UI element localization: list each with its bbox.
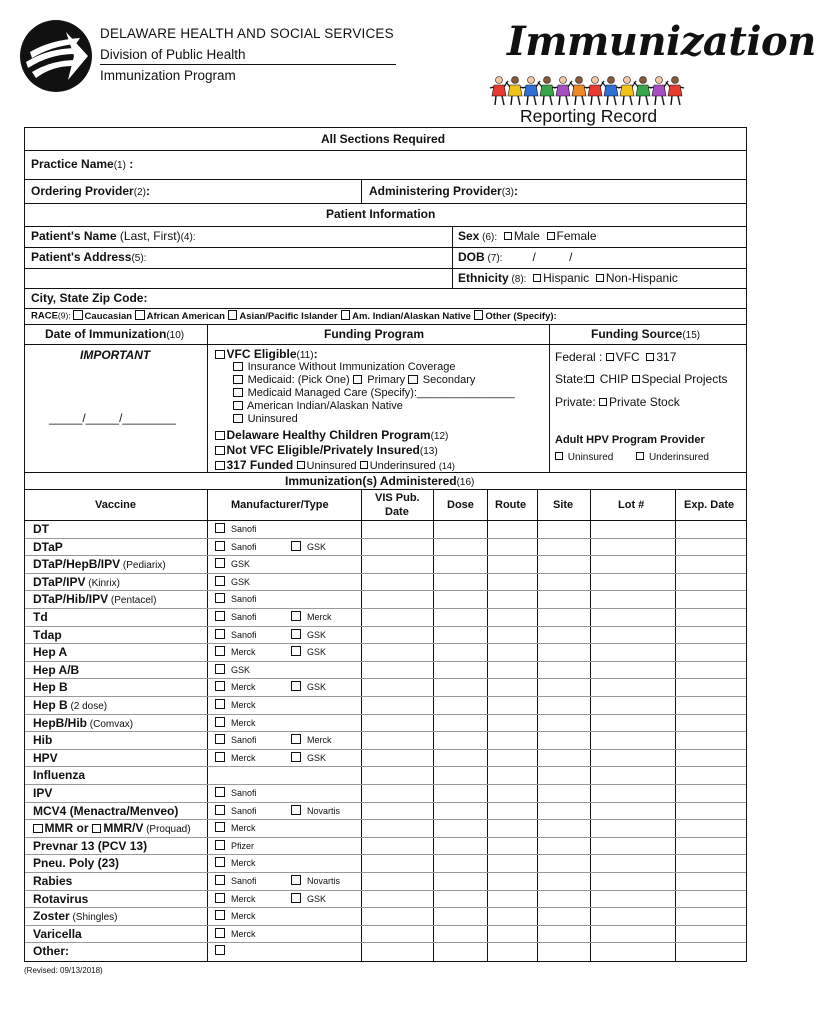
special-projects-checkbox[interactable] bbox=[632, 375, 640, 383]
manufacturer-checkbox[interactable] bbox=[291, 541, 301, 551]
manufacturer-option[interactable]: GSK bbox=[215, 558, 250, 569]
vaccine-name: MMR or MMR/V (Proquad) bbox=[33, 821, 191, 835]
non-hispanic-checkbox[interactable] bbox=[596, 274, 604, 282]
manufacturer-checkbox[interactable] bbox=[215, 928, 225, 938]
manufacturer-checkbox[interactable] bbox=[215, 523, 225, 533]
manufacturer-checkbox[interactable] bbox=[291, 611, 301, 621]
col-site: Site bbox=[553, 499, 574, 511]
immunizations-administered-heading: Immunization(s) Administered(16) bbox=[285, 474, 475, 488]
org-divider bbox=[100, 64, 396, 65]
race-checkbox[interactable] bbox=[474, 310, 484, 320]
child-figure bbox=[586, 77, 604, 106]
vaccine-name: Pneu. Poly (23) bbox=[33, 856, 120, 871]
vaccine-name: MCV4 (Menactra/Menveo) bbox=[33, 803, 179, 818]
manufacturer-checkbox[interactable] bbox=[291, 681, 301, 691]
manufacturer-checkbox[interactable] bbox=[291, 646, 301, 656]
col-vis-pub: VIS Pub. bbox=[375, 492, 420, 504]
federal-source: Federal : VFC 317 bbox=[555, 350, 677, 364]
vaccine-name: DTaP bbox=[33, 539, 63, 554]
vaccine-name: DTaP/HepB/IPV (Pediarix) bbox=[33, 557, 166, 572]
manufacturer-checkbox[interactable] bbox=[215, 857, 225, 867]
reporting-record-title: Reporting Record bbox=[520, 106, 658, 126]
vfc-insurance-option[interactable]: Insurance Without Immunization Coverage bbox=[233, 361, 455, 373]
manufacturer-checkbox[interactable] bbox=[215, 945, 225, 955]
funded-317-checkbox[interactable] bbox=[215, 461, 225, 471]
vaccine-row bbox=[25, 590, 746, 608]
vaccine-name: Other: bbox=[33, 944, 69, 959]
program-name: Immunization Program bbox=[100, 68, 236, 83]
adult-hpv-label: Adult HPV Program Provider bbox=[555, 434, 705, 446]
vaccine-row bbox=[25, 872, 746, 890]
vaccine-row bbox=[25, 819, 746, 837]
vaccine-name: Hib bbox=[33, 733, 53, 748]
manufacturer-option[interactable]: Merck bbox=[215, 681, 256, 692]
manufacturer-option[interactable]: Sanofi bbox=[215, 875, 257, 886]
vfc-eligible-checkbox[interactable] bbox=[215, 350, 225, 360]
division-name: Division of Public Health bbox=[100, 47, 246, 62]
manufacturer-option[interactable]: Sanofi bbox=[215, 734, 257, 745]
ethnicity-field: Ethnicity (8): Hispanic Non-Hispanic bbox=[458, 271, 678, 285]
vaccine-row bbox=[25, 714, 746, 732]
manufacturer-checkbox[interactable] bbox=[215, 611, 225, 621]
child-figure bbox=[634, 77, 652, 106]
dhss-logo bbox=[18, 18, 94, 94]
manufacturer-option[interactable]: GSK bbox=[291, 681, 326, 692]
all-sections-required: All Sections Required bbox=[321, 132, 446, 146]
manufacturer-option[interactable]: Merck bbox=[215, 822, 256, 833]
col-route: Route bbox=[495, 499, 527, 511]
col-lot: Lot # bbox=[618, 499, 645, 511]
vaccine-row bbox=[25, 731, 746, 749]
manufacturer-checkbox[interactable] bbox=[215, 893, 225, 903]
race-checkbox[interactable] bbox=[135, 310, 145, 320]
child-figure bbox=[538, 77, 556, 106]
vfc-checkbox[interactable] bbox=[606, 353, 614, 361]
race-option[interactable]: African American bbox=[135, 311, 225, 322]
funding-source-label: Funding Source(15) bbox=[591, 327, 701, 341]
private-stock-checkbox[interactable] bbox=[599, 398, 607, 406]
reporting-form bbox=[24, 127, 747, 962]
vaccine-name: Zoster (Shingles) bbox=[33, 909, 118, 924]
checkbox[interactable] bbox=[233, 362, 243, 372]
vaccine-row bbox=[25, 802, 746, 820]
col-vaccine: Vaccine bbox=[95, 499, 136, 511]
chip-checkbox[interactable] bbox=[586, 375, 594, 383]
sex-field: Sex (6): Male Female bbox=[458, 229, 597, 243]
manufacturer-option[interactable]: Novartis bbox=[291, 875, 340, 886]
col-vis-date: Date bbox=[385, 506, 409, 518]
vaccine-name: Hep A/B bbox=[33, 662, 80, 677]
hpv-uninsured-checkbox[interactable] bbox=[555, 452, 563, 460]
vaccine-row bbox=[25, 538, 746, 556]
vaccine-name: Hep B bbox=[33, 680, 68, 695]
manufacturer-option[interactable]: Merck bbox=[291, 734, 332, 745]
manufacturer-option[interactable]: Sanofi bbox=[215, 805, 257, 816]
child-figure bbox=[618, 77, 636, 106]
manufacturer-option[interactable]: Sanofi bbox=[215, 541, 257, 552]
manufacturer-option[interactable]: Merck bbox=[215, 752, 256, 763]
manufacturer-checkbox[interactable] bbox=[291, 734, 301, 744]
child-figure bbox=[570, 77, 588, 106]
manufacturer-checkbox[interactable] bbox=[215, 752, 225, 762]
vaccine-name: Rotavirus bbox=[33, 891, 89, 906]
manufacturer-option[interactable]: Pfizer bbox=[215, 840, 254, 851]
adult-hpv-options: Uninsured Underinsured bbox=[555, 452, 709, 463]
manufacturer-option[interactable]: Sanofi bbox=[215, 611, 257, 622]
patient-address-label: Patient's Address(5): bbox=[31, 250, 147, 264]
manufacturer-option[interactable] bbox=[215, 945, 231, 956]
manufacturer-checkbox[interactable] bbox=[215, 541, 225, 551]
mmrv-checkbox[interactable] bbox=[92, 824, 102, 834]
manufacturer-checkbox[interactable] bbox=[215, 840, 225, 850]
vaccine-row bbox=[25, 749, 746, 767]
vaccine-name: IPV bbox=[33, 786, 53, 800]
vaccine-name: Td bbox=[33, 610, 48, 624]
female-option[interactable]: Female bbox=[547, 229, 597, 243]
manufacturer-checkbox[interactable] bbox=[215, 875, 225, 885]
manufacturer-checkbox[interactable] bbox=[291, 752, 301, 762]
non-hispanic-option[interactable]: Non-Hispanic bbox=[596, 271, 678, 285]
hispanic-option[interactable]: Hispanic bbox=[533, 271, 589, 285]
vaccine-row bbox=[25, 678, 746, 696]
underinsured-checkbox[interactable] bbox=[360, 461, 368, 469]
vfc-uninsured-option[interactable]: Uninsured bbox=[233, 413, 298, 425]
dob-field: DOB (7): / / bbox=[458, 250, 573, 264]
vaccine-row bbox=[25, 555, 746, 573]
manufacturer-checkbox[interactable] bbox=[215, 734, 225, 744]
vaccine-row bbox=[25, 520, 746, 538]
manufacturer-option[interactable]: Merck bbox=[215, 893, 256, 904]
manufacturer-checkbox[interactable] bbox=[291, 629, 301, 639]
vfc-eligible-option[interactable]: VFC Eligible(11): bbox=[215, 347, 318, 361]
vaccine-row bbox=[25, 573, 746, 591]
col-dose: Dose bbox=[447, 499, 474, 511]
mmr-checkbox[interactable] bbox=[33, 824, 43, 834]
child-figure bbox=[522, 77, 540, 106]
race-option[interactable]: Caucasian bbox=[73, 311, 132, 322]
date-of-immunization-input[interactable]: _____/_____/________ bbox=[49, 411, 176, 425]
primary-checkbox[interactable] bbox=[353, 375, 363, 385]
checkbox[interactable] bbox=[233, 414, 243, 424]
manufacturer-checkbox[interactable] bbox=[215, 646, 225, 656]
manufacturer-checkbox[interactable] bbox=[215, 593, 225, 603]
uninsured-checkbox[interactable] bbox=[297, 461, 305, 469]
manufacturer-checkbox[interactable] bbox=[215, 717, 225, 727]
dhcp-checkbox[interactable] bbox=[215, 431, 225, 441]
manufacturer-checkbox[interactable] bbox=[215, 822, 225, 832]
manufacturer-option[interactable]: GSK bbox=[291, 752, 326, 763]
race-option[interactable]: Asian/Pacific Islander bbox=[228, 311, 338, 322]
manufacturer-option[interactable]: Merck bbox=[215, 857, 256, 868]
vaccine-row bbox=[25, 837, 746, 855]
dhcp-option[interactable]: Delaware Healthy Children Program(12) bbox=[215, 428, 448, 442]
state-source: State: CHIP Special Projects bbox=[555, 372, 728, 386]
ordering-provider-label: Ordering Provider(2): bbox=[31, 184, 150, 198]
vaccine-name: Tdap bbox=[33, 627, 62, 642]
administering-provider-label: Administering Provider(3): bbox=[369, 184, 518, 198]
not-vfc-checkbox[interactable] bbox=[215, 446, 225, 456]
vaccine-row bbox=[25, 643, 746, 661]
vaccine-name: Hep A bbox=[33, 645, 68, 660]
manufacturer-option[interactable]: Sanofi bbox=[215, 523, 257, 534]
vaccine-row bbox=[25, 907, 746, 925]
vaccine-row bbox=[25, 784, 746, 802]
vaccine-row bbox=[25, 626, 746, 644]
vaccine-name: Prevnar 13 (PCV 13) bbox=[33, 838, 148, 853]
vfc-american-indian-option[interactable]: American Indian/Alaskan Native bbox=[233, 400, 403, 412]
org-name: DELAWARE HEALTH AND SOCIAL SERVICES bbox=[100, 26, 394, 41]
vaccine-name: DTaP/Hib/IPV (Pentacel) bbox=[33, 592, 157, 607]
private-source: Private: Private Stock bbox=[555, 395, 680, 409]
vfc-medicaid-option[interactable]: Medicaid: (Pick One) Primary Secondary bbox=[233, 374, 475, 386]
date-of-immunization-label: Date of Immunization(10) bbox=[45, 327, 185, 341]
manufacturer-option[interactable]: GSK bbox=[291, 646, 326, 657]
manufacturer-option[interactable]: GSK bbox=[291, 629, 326, 640]
vaccine-row bbox=[25, 661, 746, 679]
funding-program-label: Funding Program bbox=[324, 327, 424, 341]
race-checkbox[interactable] bbox=[228, 310, 238, 320]
male-checkbox[interactable] bbox=[504, 232, 512, 240]
important-label: IMPORTANT bbox=[80, 348, 151, 362]
vaccine-name: DTaP/IPV (Kinrix) bbox=[33, 574, 120, 589]
vaccine-name: DT bbox=[33, 522, 49, 536]
child-figure bbox=[650, 77, 668, 106]
child-figure bbox=[554, 77, 572, 106]
vaccine-name: Influenza bbox=[33, 768, 86, 783]
manufacturer-option[interactable]: Merck bbox=[215, 699, 256, 710]
manufacturer-checkbox[interactable] bbox=[215, 787, 225, 797]
race-checkbox[interactable] bbox=[341, 310, 351, 320]
checkbox[interactable] bbox=[233, 375, 243, 385]
manufacturer-option[interactable]: GSK bbox=[291, 893, 326, 904]
317-checkbox[interactable] bbox=[646, 353, 654, 361]
vaccine-name: HPV bbox=[33, 750, 58, 765]
manufacturer-checkbox[interactable] bbox=[215, 558, 225, 568]
manufacturer-checkbox[interactable] bbox=[215, 910, 225, 920]
vaccine-name: Rabies bbox=[33, 874, 73, 888]
hpv-underinsured-checkbox[interactable] bbox=[636, 452, 644, 460]
manufacturer-option[interactable]: Merck bbox=[215, 928, 256, 939]
manufacturer-option[interactable]: GSK bbox=[215, 576, 250, 587]
child-figure bbox=[666, 77, 684, 106]
manufacturer-checkbox[interactable] bbox=[215, 681, 225, 691]
child-figure bbox=[602, 77, 620, 106]
manufacturer-checkbox[interactable] bbox=[215, 699, 225, 709]
race-field: RACE(9): Caucasian African American Asian/Pacific Islander Am. Indian/Alaskan Native Other (Specify): bbox=[31, 310, 557, 322]
manufacturer-option[interactable]: Sanofi bbox=[215, 593, 257, 604]
female-checkbox[interactable] bbox=[547, 232, 555, 240]
immunization-script-title: Immunization bbox=[507, 18, 816, 65]
manufacturer-checkbox[interactable] bbox=[291, 805, 301, 815]
vaccine-name: Hep B (2 dose) bbox=[33, 698, 108, 712]
hispanic-checkbox[interactable] bbox=[533, 274, 541, 282]
manufacturer-option[interactable]: Merck bbox=[215, 717, 256, 728]
manufacturer-option[interactable]: Merck bbox=[215, 646, 256, 657]
male-option[interactable]: Male bbox=[504, 229, 540, 243]
manufacturer-option[interactable]: GSK bbox=[291, 541, 326, 552]
manufacturer-checkbox[interactable] bbox=[215, 629, 225, 639]
manufacturer-option[interactable]: Merck bbox=[291, 611, 332, 622]
child-figure bbox=[490, 77, 508, 106]
race-option[interactable]: Other (Specify): bbox=[474, 311, 557, 322]
race-option[interactable]: Am. Indian/Alaskan Native bbox=[341, 311, 471, 322]
manufacturer-option[interactable]: GSK bbox=[215, 664, 250, 675]
checkbox[interactable] bbox=[233, 401, 243, 411]
vaccine-row bbox=[25, 696, 746, 714]
vaccine-row bbox=[25, 608, 746, 626]
revised-date: (Revised: 09/13/2018) bbox=[24, 966, 103, 975]
city-state-zip-label: City, State Zip Code: bbox=[31, 291, 148, 305]
vaccine-row bbox=[25, 925, 746, 943]
child-figure bbox=[506, 77, 524, 106]
vaccine-name: Varicella bbox=[33, 926, 82, 941]
manufacturer-checkbox[interactable] bbox=[291, 893, 301, 903]
manufacturer-checkbox[interactable] bbox=[215, 664, 225, 674]
manufacturer-option[interactable]: Merck bbox=[215, 910, 256, 921]
manufacturer-checkbox[interactable] bbox=[291, 875, 301, 885]
patient-information-heading: Patient Information bbox=[326, 207, 436, 221]
vaccine-row bbox=[25, 942, 746, 960]
secondary-checkbox[interactable] bbox=[408, 375, 418, 385]
col-manufacturer: Manufacturer/Type bbox=[231, 499, 329, 511]
manufacturer-option[interactable]: Sanofi bbox=[215, 629, 257, 640]
col-exp-date: Exp. Date bbox=[684, 499, 735, 511]
practice-name-label: Practice Name(1) : bbox=[31, 157, 134, 171]
vfc-managed-care-option[interactable]: Medicaid Managed Care (Specify):________________ bbox=[233, 387, 515, 399]
manufacturer-checkbox[interactable] bbox=[215, 576, 225, 586]
children-illustration bbox=[488, 74, 688, 108]
vaccine-row bbox=[25, 854, 746, 872]
vaccine-row bbox=[25, 766, 746, 784]
checkbox[interactable] bbox=[233, 388, 243, 398]
manufacturer-option[interactable]: Sanofi bbox=[215, 787, 257, 798]
manufacturer-checkbox[interactable] bbox=[215, 805, 225, 815]
not-vfc-option[interactable]: Not VFC Eligible/Privately Insured(13) bbox=[215, 443, 438, 457]
funded-317-option[interactable]: 317 Funded Uninsured Underinsured (14) bbox=[215, 458, 455, 472]
vaccine-name: HepB/Hib (Comvax) bbox=[33, 715, 134, 730]
manufacturer-option[interactable]: Novartis bbox=[291, 805, 340, 816]
vaccine-row bbox=[25, 890, 746, 908]
race-checkbox[interactable] bbox=[73, 310, 83, 320]
patient-name-label: Patient's Name (Last, First)(4): bbox=[31, 229, 196, 243]
